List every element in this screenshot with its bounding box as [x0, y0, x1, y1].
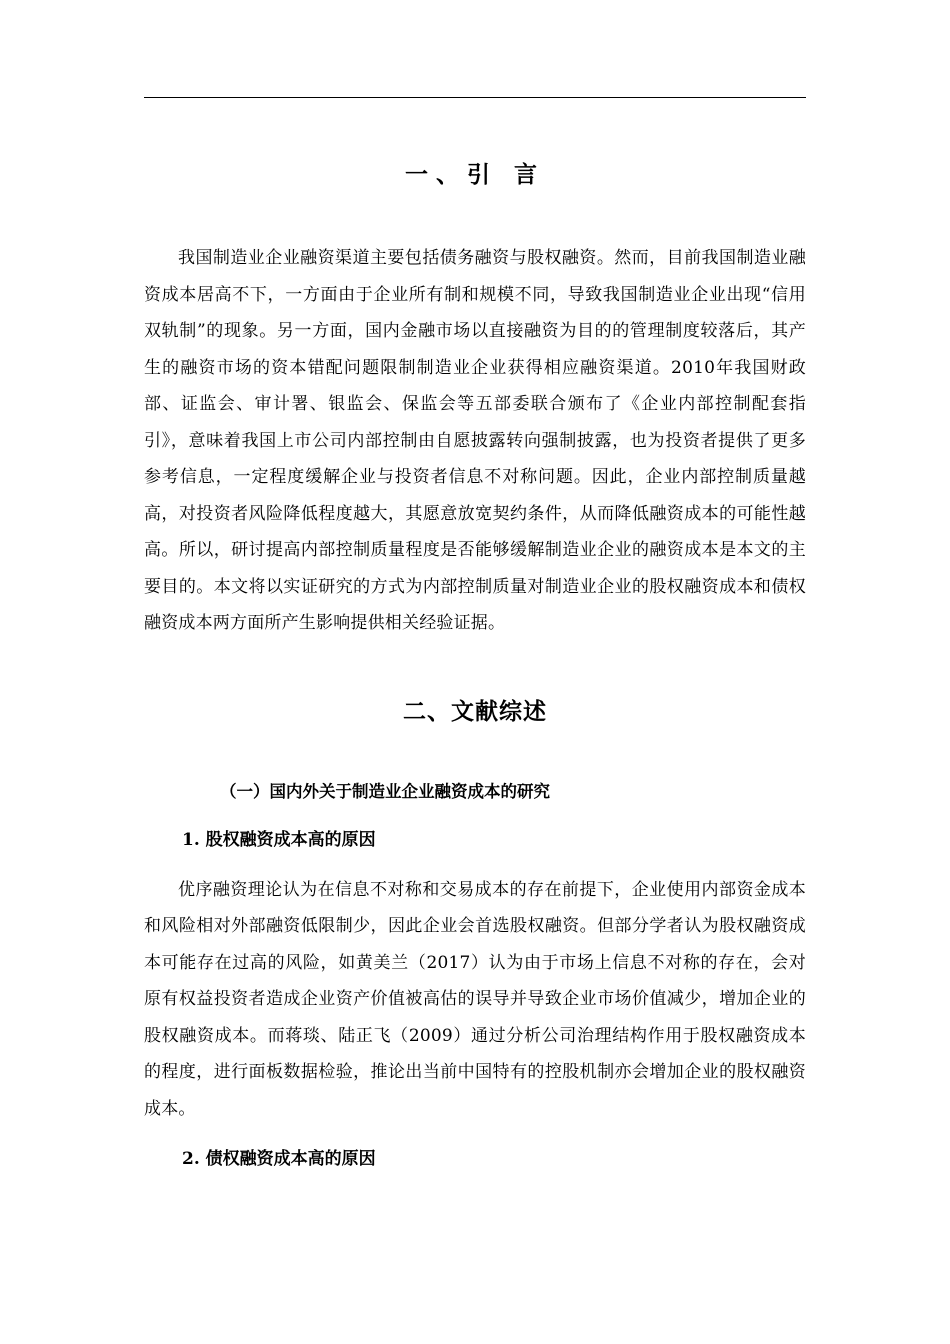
section-2-heading: 二、文献综述 [403, 698, 547, 725]
item-2-heading: 2. 债权融资成本高的原因 [182, 1149, 376, 1169]
item-1-heading: 1. 股权融资成本高的原因 [182, 829, 376, 850]
section-1-paragraph: 我国制造业企业融资渠道主要包括债务融资与股权融资。然而，目前我国制造业融资成本居高不下，一方面由于企业所有制和规模不同，导致我国制造业企业出现“信用双轨制”的现象。另一方面，国内金融市场以直接融资为目的的管理制度较落后，其产生的融资市场的资本错配问题限制制造业企业获得相应融资渠道。2010年我国财政部、证监会、审计署、银监会、保监会等五部委联合颁布了《企业内部控制配套指引》，意味着我国上市公司内部控制由自愿披露转向强制披露，也为投资者提供了更多参考信息，一定程度缓解企业与投资者信息不对称问题。因此，企业内部控制质量越高，对投资者风险降低程度越大，其愿意放宽契约条件，从而降低融资成本的可能性越高。所以，研讨提高内部控制质量程度是否能够缓解制造业企业的融资成本是本文的主要目的。本文将以实证研究的方式为内部控制质量对制造业企业的股权融资成本和债权融资成本两方面所产生影响提供相关经验证据。 [144, 248, 806, 633]
item-1-paragraph: 优序融资理论认为在信息不对称和交易成本的存在前提下，企业使用内部资金成本和风险相对外部融资低限制少，因此企业会首选股权融资。但部分学者认为股权融资成本可能存在过高的风险，如黄美兰（2017）认为由于市场上信息不对称的存在，会对原有权益投资者造成企业资产价值被高估的误导并导致企业市场价值减少，增加企业的股权融资成本。而蒋琰、陆正飞（2009）通过分析公司治理结构作用于股权融资成本的程度，进行面板数据检验，推论出当前中国特有的控股机制亦会增加企业的股权融资成本。 [144, 879, 806, 1119]
subsection-1-heading: （一）国内外关于制造业企业融资成本的研究 [220, 781, 550, 801]
header-rule [144, 97, 806, 98]
section-1-heading: 一、引 言 [404, 162, 545, 188]
document-body [144, 150, 806, 1174]
